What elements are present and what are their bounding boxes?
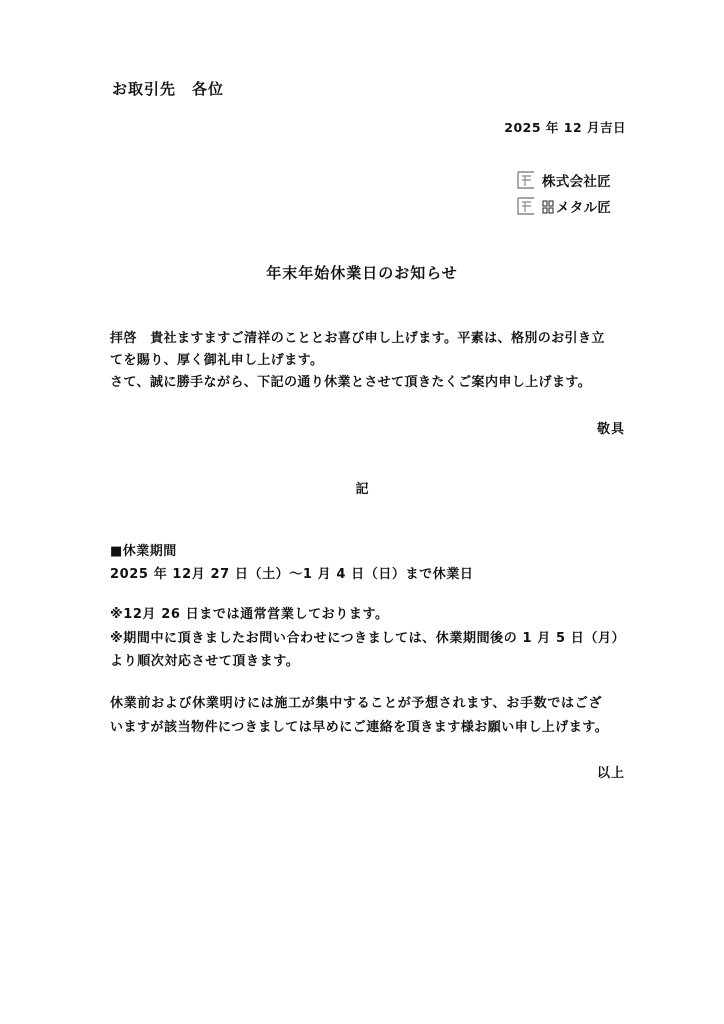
closing-line: 休業前および休業明けには施工が集中することが予想されます、お手数ではござ	[110, 696, 603, 711]
kanji-mark-icon	[542, 199, 554, 213]
greeting-line: てを賜り、厚く御礼申し上げます。	[110, 353, 324, 368]
ki-heading: 記	[355, 482, 369, 497]
company-line-2	[516, 194, 611, 218]
keigu: 敬具	[596, 422, 625, 437]
takumi-logo-icon	[516, 170, 536, 190]
company-line-1	[516, 168, 611, 192]
letter-date: 2025 年 12 月吉日	[504, 120, 626, 135]
note-line: ※期間中に頂きましたお問い合わせにつきましては、休業期間後の 1 月 5 日（月）	[110, 631, 626, 646]
greeting-line: 拝啓 貴社ますますご清祥のこととお喜び申し上げます。平素は、格別のお引き立	[110, 331, 605, 346]
greeting-line: さて、誠に勝手ながら、下記の通り休業とさせて頂きたくご案内申し上げます。	[110, 375, 592, 390]
section-heading: ■休業期間	[110, 544, 177, 559]
note-line: ※12月 26 日までは通常営業しております。	[110, 607, 389, 622]
takumi-logo-icon-2	[516, 196, 536, 216]
addressee: お取引先 各位	[112, 80, 225, 98]
ijou: 以上	[596, 766, 625, 781]
page-title: 年末年始休業日のお知らせ	[266, 264, 458, 282]
company-name: 株式会社匠	[542, 174, 611, 190]
greeting-paragraph	[110, 328, 630, 394]
note-line: より順次対応させて頂きます。	[110, 654, 300, 669]
company-subname: メタル匠	[556, 200, 612, 216]
holiday-period: 2025 年 12月 27 日（土）～1 月 4 日（日）まで休業日	[110, 567, 474, 582]
closing-line: いますが該当物件につきましては早めにご連絡を頂きます様お願い申し上げます。	[110, 720, 609, 735]
company-block	[516, 168, 611, 220]
